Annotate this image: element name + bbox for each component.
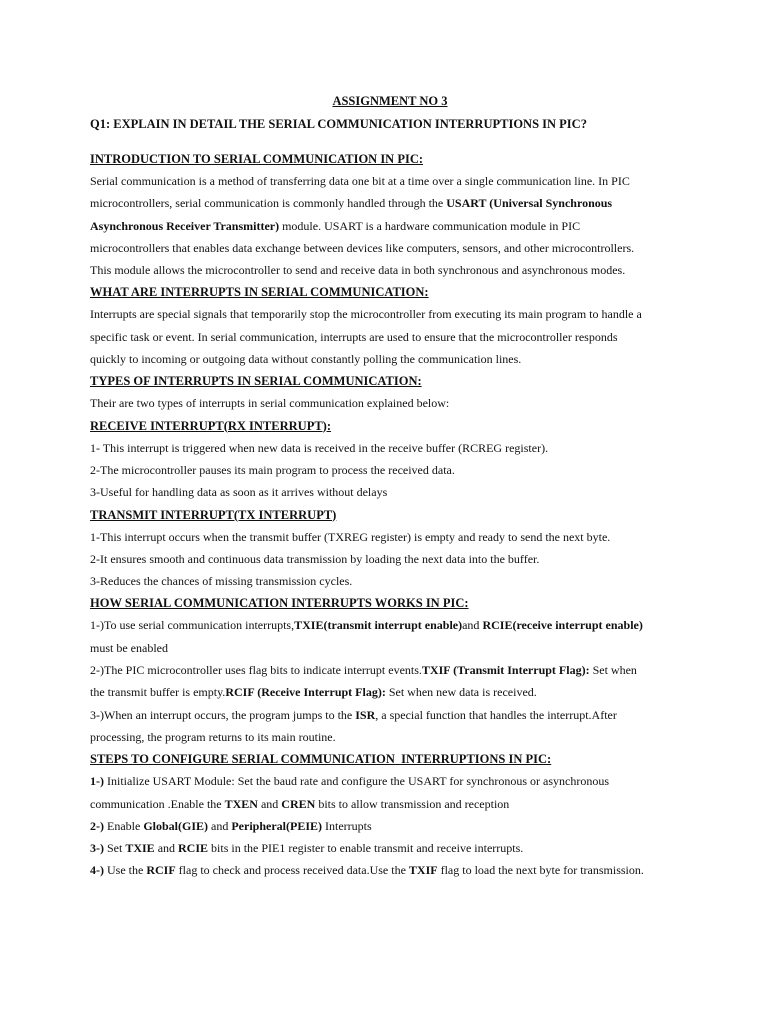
paragraph-line — [90, 614, 690, 636]
body-text: bits to allow transmission and reception — [315, 796, 510, 811]
body-text: Their are two types of interrupts in serial communication explained below: — [90, 396, 450, 411]
paragraph-line — [90, 659, 690, 681]
bold-text: Global(GIE) — [143, 818, 209, 833]
body-text: the transmit buffer is empty. — [90, 685, 226, 700]
paragraph-line — [90, 726, 690, 748]
bold-text: TXEN — [224, 796, 258, 811]
body-text: Interrupts — [322, 818, 372, 833]
bold-text: Peripheral(PEIE) — [231, 818, 322, 833]
paragraph-line — [90, 526, 690, 548]
paragraph-line — [90, 637, 690, 659]
body-text: 2-)The PIC microcontroller uses flag bits to indicate interrupt events. — [90, 663, 422, 678]
body-text: 2-The microcontroller pauses its main program to process the received data. — [90, 462, 455, 477]
paragraph-line — [90, 437, 690, 459]
body-text: flag to load the next byte for transmission. — [437, 863, 644, 878]
bold-text: RCIF (Receive Interrupt Flag): — [225, 685, 386, 700]
bold-text: RCIF — [146, 863, 176, 878]
body-text: processing, the program returns to its main routine. — [90, 729, 336, 744]
bold-text: CREN — [281, 796, 316, 811]
section-heading: INTRODUCTION TO SERIAL COMMUNICATION IN PIC: — [90, 152, 424, 166]
bold-text: 1-) — [90, 774, 104, 789]
bold-text: TXIF — [408, 863, 438, 878]
section-heading: RECEIVE INTERRUPT(RX INTERRUPT): — [90, 418, 331, 433]
body-text: Enable — [104, 818, 144, 833]
body-text: 3-Reduces the chances of missing transmission cycles. — [90, 574, 353, 589]
paragraph-line — [90, 348, 690, 370]
body-text: specific task or event. In serial communication, interrupts are used to ensure that the microcontroller responds — [90, 329, 618, 344]
page-title: ASSIGNMENT NO 3 — [332, 94, 448, 108]
body-text: and — [208, 818, 232, 833]
body-text: 1-This interrupt occurs when the transmit buffer (TXREG register) is empty and ready to send the next byte. — [90, 529, 611, 544]
body-text: 3-Useful for handling data as soon as it arrives without delays — [90, 485, 388, 500]
bold-text: Asynchronous Receiver Transmitter) — [90, 218, 280, 233]
section-heading: TYPES OF INTERRUPTS IN SERIAL COMMUNICATION: — [90, 374, 422, 389]
paragraph-line — [90, 704, 690, 726]
document-page — [90, 90, 690, 882]
paragraph-line — [90, 859, 690, 881]
paragraph-line — [90, 392, 690, 414]
body-text: bits in the PIE1 register to enable transmit and receive interrupts. — [208, 841, 524, 856]
paragraph-line — [90, 459, 690, 481]
body-text: Set — [104, 841, 126, 856]
body-text: Set when — [589, 663, 637, 678]
bold-text: TXIE(transmit interrupt enable) — [294, 618, 463, 633]
paragraph-line — [90, 192, 690, 214]
body-text: Set when new data is received. — [385, 685, 537, 700]
body-text: Interrupts are special signals that temporarily stop the microcontroller from executing its main program to handle a — [90, 307, 642, 322]
body-text: 3-)When an interrupt occurs, the program jumps to the — [90, 707, 356, 722]
paragraph-line — [90, 815, 690, 837]
bold-text: TXIE — [125, 841, 155, 856]
body-text: 2-It ensures smooth and continuous data transmission by loading the next data into the buffer. — [90, 551, 540, 566]
body-text: Serial communication is a method of transferring data one bit at a time over a single communication line. In PIC — [90, 174, 630, 188]
paragraph-line — [90, 326, 690, 348]
bold-text: USART (Universal Synchronous — [446, 196, 613, 211]
paragraph-line — [90, 548, 690, 570]
section-heading: STEPS TO CONFIGURE SERIAL COMMUNICATION INTERRUPTIONS IN PIC: — [90, 752, 552, 767]
body-text: This module allows the microcontroller to send and receive data in both synchronous and asynchronous modes. — [90, 263, 626, 278]
body-text: communication .Enable the — [90, 796, 225, 811]
body-text: Use the — [104, 863, 147, 878]
section-heading: HOW SERIAL COMMUNICATION INTERRUPTS WORKS IN PIC: — [90, 596, 469, 611]
bold-text: RCIE — [178, 841, 209, 856]
body-text: and — [257, 796, 282, 811]
paragraph-line — [90, 170, 690, 192]
body-text: microcontrollers that enables data exchange between devices like computers, sensors, and other microcontrollers. — [90, 240, 635, 255]
body-text: quickly to incoming or outgoing data without constantly polling the communication lines. — [90, 352, 522, 367]
body-text: 1- This interrupt is triggered when new data is received in the receive buffer (RCREG register). — [90, 440, 549, 455]
body-text: and — [154, 841, 179, 856]
paragraph-line — [90, 303, 690, 325]
paragraph-line — [90, 259, 690, 281]
paragraph-line — [90, 837, 690, 859]
body-text: must be enabled — [90, 640, 168, 655]
bold-text: ISR — [355, 707, 376, 722]
bold-text: 2-) — [90, 818, 104, 833]
spacer — [90, 136, 690, 148]
body-text: module. USART is a hardware communication module in PIC — [279, 218, 581, 233]
paragraph-line — [90, 570, 690, 592]
bold-text: TXIF (Transmit Interrupt Flag): — [421, 663, 590, 678]
bold-text: 3-) — [90, 841, 104, 856]
paragraph-line — [90, 237, 690, 259]
paragraph-line — [90, 681, 690, 703]
body-text: microcontrollers, serial communication is commonly handled through the — [90, 196, 447, 211]
body-text: flag to check and process received data.Use the — [175, 863, 409, 878]
section-heading: WHAT ARE INTERRUPTS IN SERIAL COMMUNICATION: — [90, 285, 429, 300]
question-heading: Q1: EXPLAIN IN DETAIL THE SERIAL COMMUNICATION INTERRUPTIONS IN PIC? — [90, 117, 587, 131]
paragraph-line — [90, 770, 690, 792]
body-text: 1-)To use serial communication interrupts, — [90, 618, 295, 633]
bold-text: 4-) — [90, 863, 104, 878]
paragraph-line — [90, 215, 690, 237]
body-text: Initialize USART Module: Set the baud rate and configure the USART for synchronous or asynchronous — [104, 774, 610, 789]
paragraph-line — [90, 793, 690, 815]
body-text: , a special function that handles the interrupt.After — [375, 707, 617, 722]
section-heading: TRANSMIT INTERRUPT(TX INTERRUPT) — [90, 507, 337, 522]
paragraph-line — [90, 481, 690, 503]
bold-text: RCIE(receive interrupt enable) — [482, 618, 643, 633]
body-text: and — [462, 618, 483, 633]
document-body — [90, 148, 690, 882]
